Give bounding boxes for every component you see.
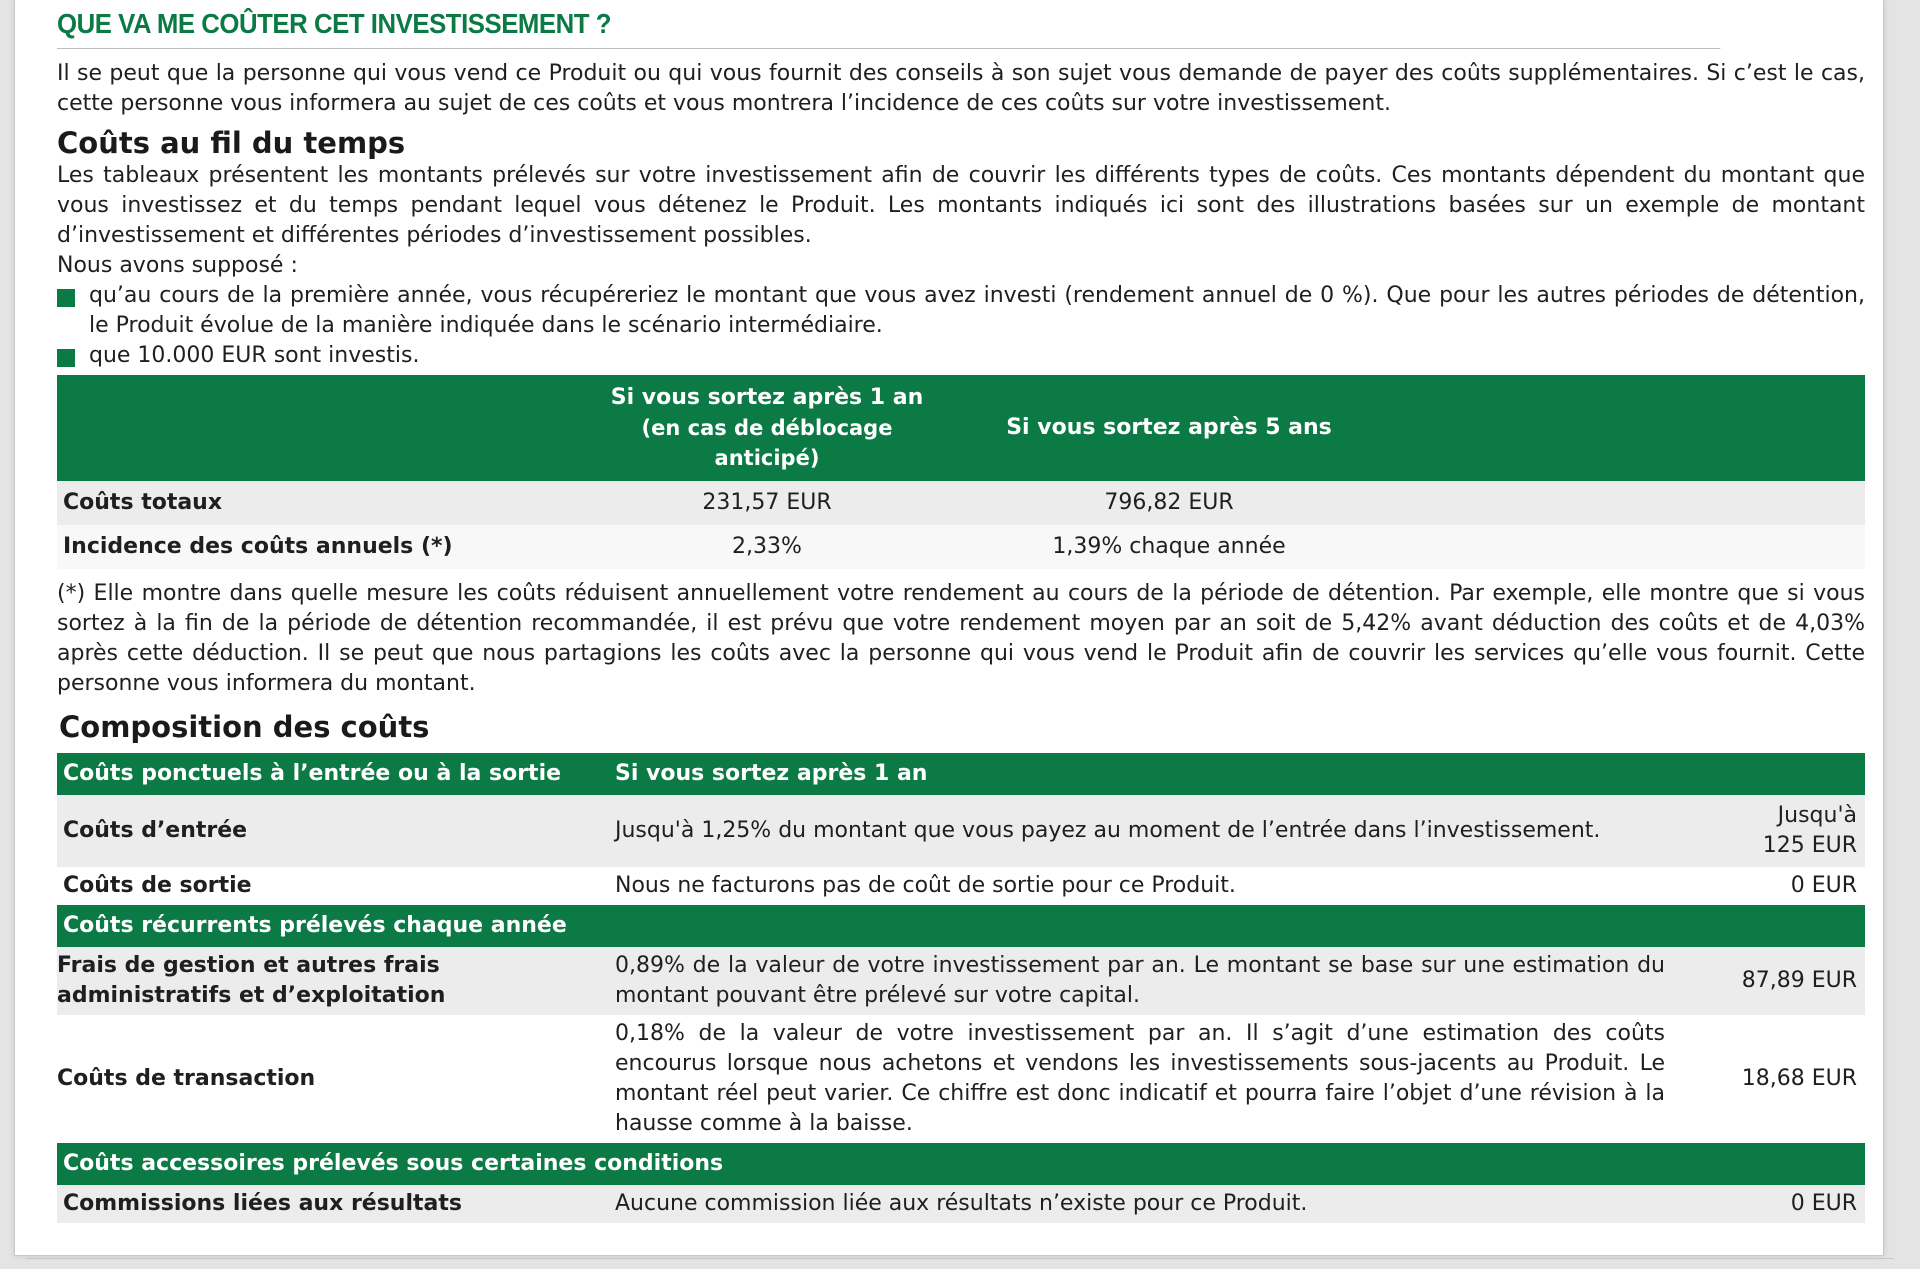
table-row: [57, 481, 1865, 525]
bullet-square-icon: [57, 349, 75, 367]
annual-impact-1-year: 2,33%: [585, 525, 949, 569]
section-header-one-off-costs: Coûts ponctuels à l’entrée ou à la sortie Si vous sortez après 1 an: [57, 753, 1865, 795]
table-row: [57, 947, 1865, 1015]
header-exit-1-year: Si vous sortez après 1 an (en cas de déblocage anticipé): [585, 375, 949, 481]
table-header-row: [57, 375, 1865, 481]
total-costs-1-year: 231,57 EUR: [585, 481, 949, 525]
section-header-incidental-costs: Coûts accessoires prélevés sous certaines conditions: [57, 1143, 1865, 1185]
list-item: que 10.000 EUR sont investis.: [57, 341, 1865, 371]
table-row: [57, 525, 1865, 569]
entry-costs-label: Coûts d’entrée: [57, 795, 609, 867]
exit-costs-amount: 0 EUR: [1695, 867, 1865, 905]
entry-costs-description: Jusqu'à 1,25% du montant que vous payez au moment de l’entrée dans l’investissement.: [609, 795, 1695, 867]
costs-over-time-heading: Coûts au fil du temps: [57, 126, 406, 160]
assumption-intro: Nous avons supposé :: [57, 253, 298, 278]
intro-paragraph: Il se peut que la personne qui vous vend ce Produit ou qui vous fournit des conseils à son sujet vous demande de payer des coûts supplémentaires. Si c’est le cas, cette personne vous informera au sujet de ces coûts et vous montrera l’incidence de ces coûts sur votre investissement.: [57, 61, 1865, 116]
header-exit-5-years: Si vous sortez après 5 ans: [949, 375, 1389, 481]
assumption-list: [57, 281, 1865, 371]
exit-costs-description: Nous ne facturons pas de coût de sortie pour ce Produit.: [609, 867, 1695, 905]
page-title: QUE VA ME COÛTER CET INVESTISSEMENT ?: [57, 8, 1720, 49]
management-fees-label: Frais de gestion et autres frais administratifs et d’exploitation: [57, 947, 609, 1015]
transaction-costs-description: 0,18% de la valeur de votre investissement par an. Il s’agit d’une estimation des coûts encourus lorsque nous achetons et vendons les investissements sous-jacents au Produit. Le montant réel peut varier. Ce chiffre est donc indicatif et pourra faire l’objet d’une révision à la hausse comme à la baisse.: [609, 1015, 1695, 1143]
document-content: [57, 0, 1865, 1223]
footnote-paragraph: (*) Elle montre dans quelle mesure les coûts réduisent annuellement votre rendement au cours de la période de détention. Par exemple, elle montre que si vous sortez à la fin de la période de détention recommandée, il est prévu que votre rendement moyen par an soit de 5,42% avant déduction des coûts et de 4,03% après cette déduction. Il se peut que nous partagions les coûts avec la personne qui vous vend le Produit afin de couvrir les services qu’elle vous fournit. Cette personne vous informera du montant.: [57, 581, 1865, 696]
cost-composition-heading: Composition des coûts: [59, 710, 430, 744]
costs-over-time-table: [57, 375, 1865, 569]
cost-composition-table: [57, 753, 1865, 1223]
total-costs-5-years: 796,82 EUR: [949, 481, 1389, 525]
exit-costs-label: Coûts de sortie: [57, 867, 609, 905]
transaction-costs-label: Coûts de transaction: [57, 1015, 609, 1143]
bullet-square-icon: [57, 289, 75, 307]
management-fees-amount: 87,89 EUR: [1695, 947, 1865, 1015]
table-header-empty: [57, 375, 585, 481]
performance-fees-label: Commissions liées aux résultats: [57, 1185, 609, 1223]
performance-fees-description: Aucune commission liée aux résultats n’existe pour ce Produit.: [609, 1185, 1695, 1223]
next-page-edge: [26, 1258, 1894, 1259]
document-page: [14, 0, 1884, 1256]
table-row: [57, 1015, 1865, 1143]
entry-costs-amount: Jusqu'à 125 EUR: [1695, 795, 1865, 867]
table-row: [57, 795, 1865, 867]
table-header-empty: [1389, 375, 1865, 481]
table-row: [57, 867, 1865, 905]
row-label-total-costs: Coûts totaux: [57, 481, 585, 525]
section-header-recurring-costs: Coûts récurrents prélevés chaque année: [57, 905, 1865, 947]
costs-over-time-paragraph: Les tableaux présentent les montants prélevés sur votre investissement afin de couvrir les différents types de coûts. Ces montants dépendent du montant que vous investissez et du temps pendant lequel vous détenez le Produit. Les montants indiqués ici sont des illustrations basées sur un exemple de montant d’investissement et différentes périodes d’investissement possibles.: [57, 163, 1865, 248]
row-label-annual-cost-impact: Incidence des coûts annuels (*): [57, 525, 585, 569]
table-row: [57, 1185, 1865, 1223]
list-item: qu’au cours de la première année, vous récupéreriez le montant que vous avez investi (rendement annuel de 0 %). Que pour les autres périodes de détention, le Produit évolue de la manière indiquée dans le scénario intermédiaire.: [57, 281, 1865, 341]
performance-fees-amount: 0 EUR: [1695, 1185, 1865, 1223]
management-fees-description: 0,89% de la valeur de votre investissement par an. Le montant se base sur une estimation du montant pouvant être prélevé sur votre capital.: [609, 947, 1695, 1015]
transaction-costs-amount: 18,68 EUR: [1695, 1015, 1865, 1143]
annual-impact-5-years: 1,39% chaque année: [949, 525, 1389, 569]
